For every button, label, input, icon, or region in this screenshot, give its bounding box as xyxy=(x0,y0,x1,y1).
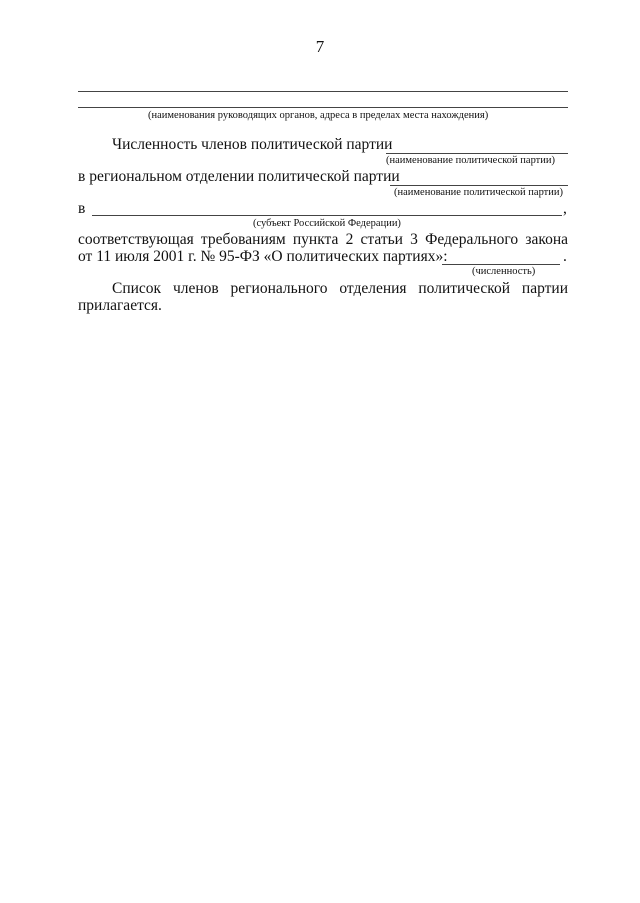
para1-caption: (численность) xyxy=(472,266,536,277)
para1-blank xyxy=(442,264,560,265)
line1-text: Численность членов политической партии xyxy=(112,136,393,153)
header-caption: (наименования руководящих органов, адреса в пределах места нахождения) xyxy=(148,110,489,121)
para1-end: . xyxy=(563,248,567,265)
page-number: 7 xyxy=(315,37,325,56)
blank-line-top-1 xyxy=(78,91,568,92)
para1-line2: от 11 июля 2001 г. № 95-ФЗ «О политических партиях»: xyxy=(78,248,448,265)
line3-caption: (субъект Российской Федерации) xyxy=(253,218,401,229)
line1-blank xyxy=(386,153,568,154)
line2-text: в региональном отделении политической партии xyxy=(78,168,400,185)
line1-caption: (наименование политической партии) xyxy=(386,155,556,166)
line3-blank xyxy=(92,215,562,216)
line3-prefix: в xyxy=(78,200,86,217)
para2-line1: Список членов регионального отделения политической партии xyxy=(112,280,568,297)
blank-line-top-2 xyxy=(78,107,568,108)
line3-suffix: , xyxy=(563,200,567,217)
para2-line2: прилагается. xyxy=(78,297,162,314)
line2-caption: (наименование политической партии) xyxy=(394,187,564,198)
line2-blank xyxy=(390,185,568,186)
para1-line1: соответствующая требованиям пункта 2 статьи 3 Федерального закона xyxy=(78,231,568,248)
